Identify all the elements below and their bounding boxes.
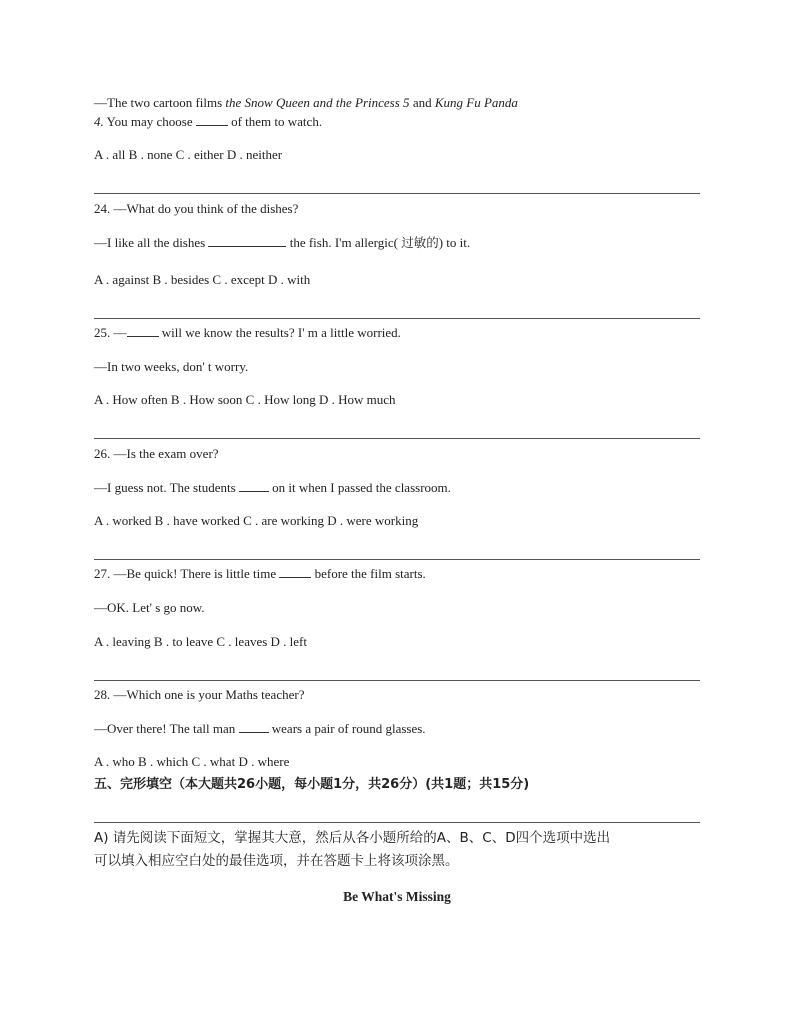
q25-text: 25. — — [94, 325, 127, 340]
q27-text: before the film starts. — [311, 566, 426, 581]
q25-text: will we know the results? I' m a little worried. — [158, 325, 401, 340]
q28-question: 28. —Which one is your Maths teacher? — [94, 687, 305, 702]
q24-options: A . against B . besides C . except D . with — [94, 272, 311, 287]
section-title: 五、完形填空（本大题共26小题，每小题1分，共26分）(共1题；共15分) — [94, 777, 530, 792]
q28-text: wears a pair of round glasses. — [268, 721, 426, 736]
instructions-line-2: 可以填入相应空白处的最佳选项，并在答题卡上将该项涂黑。 — [94, 853, 459, 869]
q23-text: —The two cartoon films — [94, 95, 226, 110]
q28-text: —Over there! The tall man — [94, 721, 239, 736]
q23-text: and — [409, 95, 435, 110]
film-title-1: the Snow Queen and the Princess 5 — [225, 95, 410, 110]
q27-answer: —OK. Let' s go now. — [94, 600, 205, 615]
answer-blank — [196, 114, 228, 126]
q27-question — [94, 566, 426, 582]
divider — [94, 193, 700, 194]
divider — [94, 822, 700, 823]
q24-text: ) to it. — [438, 235, 471, 250]
q26-text: on it when I passed the classroom. — [268, 480, 451, 495]
q27-options: A . leaving B . to leave C . leaves D . left — [94, 634, 308, 649]
q24-answer — [94, 235, 470, 251]
q23-line2 — [94, 114, 322, 130]
divider — [94, 680, 700, 681]
divider — [94, 318, 700, 319]
q28-answer — [94, 721, 426, 737]
answer-blank — [239, 480, 269, 492]
q23-text: You may choose — [103, 114, 196, 129]
q23-line1 — [94, 95, 518, 111]
q26-answer — [94, 480, 451, 496]
answer-blank — [208, 235, 286, 247]
q24-text: —I like all the dishes — [94, 235, 209, 250]
q24-text: the fish. I'm allergic( — [286, 235, 402, 250]
q28-options: A . who B . which C . what D . where — [94, 754, 290, 769]
q25-options: A . How often B . How soon C . How long D . How much — [94, 392, 396, 407]
chinese-gloss: 过敏的 — [401, 235, 439, 250]
q23-options: A . all B . none C . either D . neither — [94, 147, 283, 162]
q26-question: 26. —Is the exam over? — [94, 446, 219, 461]
answer-blank — [127, 325, 159, 337]
divider — [94, 559, 700, 560]
q23-text: 4. — [94, 114, 104, 129]
q26-options: A . worked B . have worked C . are working D . were working — [94, 513, 419, 528]
q25-answer: —In two weeks, don' t worry. — [94, 359, 249, 374]
q25-question — [94, 325, 401, 341]
answer-blank — [239, 721, 269, 733]
passage-title: Be What's Missing — [343, 889, 451, 904]
q26-text: —I guess not. The students — [94, 480, 239, 495]
q23-text: of them to watch. — [227, 114, 323, 129]
q24-question: 24. —What do you think of the dishes? — [94, 201, 299, 216]
q27-text: 27. —Be quick! There is little time — [94, 566, 280, 581]
film-title-2: Kung Fu Panda — [434, 95, 518, 110]
answer-blank — [279, 566, 311, 578]
instructions-line-1: A) 请先阅读下面短文，掌握其大意，然后从各小题所给的A、B、C、D四个选项中选出 — [94, 830, 611, 846]
divider — [94, 438, 700, 439]
